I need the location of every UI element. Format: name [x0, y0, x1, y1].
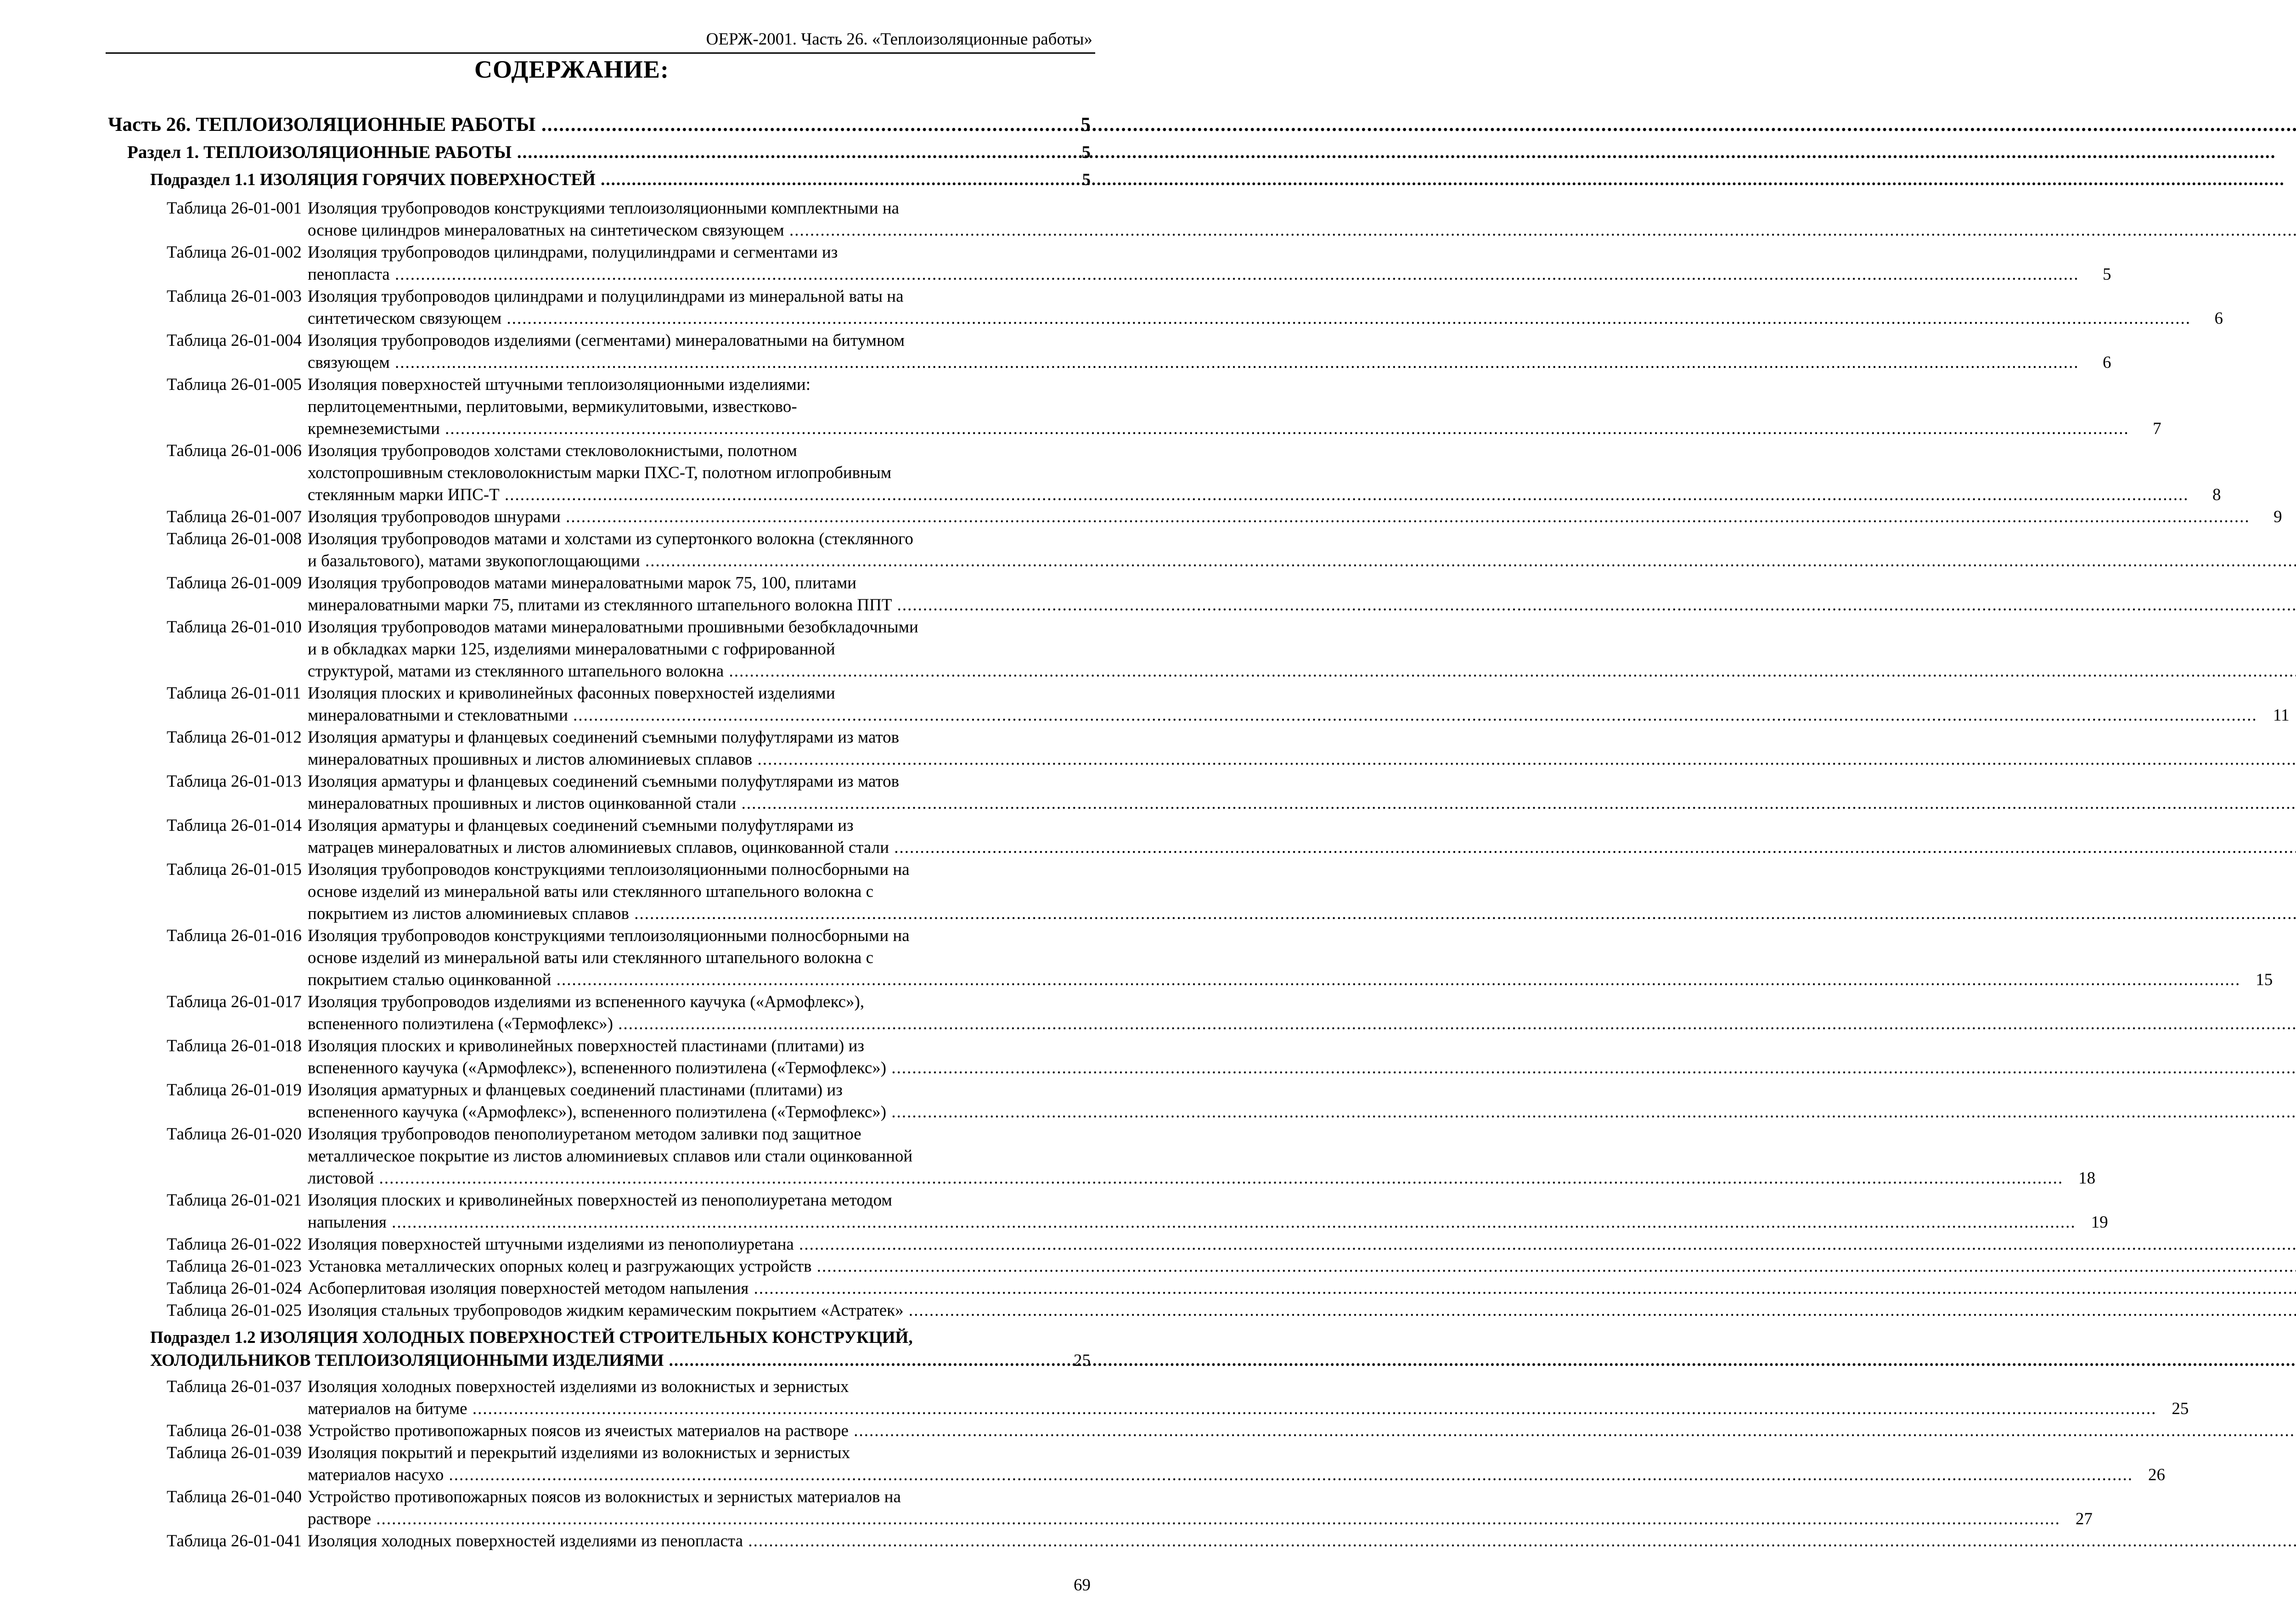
toc-table-title-line: Изоляция холодных поверхностей изделиями из волокнистых и зернистых — [308, 1377, 849, 1396]
toc-table-title-line: Изоляция арматурных и фланцевых соединений пластинами (плитами) из — [308, 1081, 843, 1099]
toc-table-title-line: и в обкладках марки 125, изделиями минераловатными с гофрированной — [308, 640, 835, 659]
toc-table-title-line: Изоляция трубопроводов конструкциями теплоизоляционными комплектными на — [308, 199, 900, 218]
toc-table-title-line: покрытием сталью оцинкованной ..... — [308, 969, 2240, 991]
toc-table-title-line: Изоляция поверхностей штучными теплоизоляционными изделиями: — [308, 375, 811, 394]
toc-table-code: Таблица 26-01-039 — [167, 1443, 302, 1462]
toc-table-code: Таблица 26-01-019 — [167, 1081, 302, 1099]
toc-table-code: Таблица 26-01-025 — [167, 1301, 302, 1320]
toc-table-title — [308, 1256, 2296, 1278]
toc-table-page: 26 — [2148, 1465, 2165, 1484]
toc-table-title-line: Изоляция трубопроводов пенополиуретаном методом заливки под защитное — [308, 1125, 861, 1144]
toc-subsection-label: ХОЛОДИЛЬНИКОВ ТЕПЛОИЗОЛЯЦИОННЫМИ ИЗДЕЛИЯМИ ..... — [150, 1349, 1058, 1372]
toc-table-title — [308, 330, 2111, 374]
toc-table-code: Таблица 26-01-016 — [167, 926, 302, 945]
toc-table-title — [308, 616, 2296, 682]
toc-subsection-label: Подраздел 1.2 ИЗОЛЯЦИЯ ХОЛОДНЫХ ПОВЕРХНОСТЕЙ СТРОИТЕЛЬНЫХ КОНСТРУКЦИЙ, — [150, 1328, 913, 1347]
toc-table-entry[interactable] — [108, 682, 2290, 727]
toc-table-code: Таблица 26-01-038 — [167, 1421, 302, 1440]
toc-table-title-line: Устройство противопожарных поясов из волокнистых и зернистых материалов на — [308, 1488, 901, 1506]
toc-tables-group-1 — [108, 197, 2290, 1322]
toc-table-entry[interactable] — [108, 1035, 1091, 1079]
toc-table-title — [308, 506, 2282, 528]
toc-table-title — [308, 991, 2296, 1035]
toc-table-page: 25 — [2172, 1399, 2189, 1418]
toc-part-label: Часть 26. ТЕПЛОИЗОЛЯЦИОННЫЕ РАБОТЫ ..... — [108, 111, 1058, 139]
page-number: 69 — [1074, 1576, 1091, 1595]
toc-table-title-line: основе изделий из минеральной ваты или стеклянного штапельного волокна с — [308, 882, 874, 901]
toc-table-page: 9 — [2273, 507, 2282, 526]
toc-table-title-line: Изоляция арматуры и фланцевых соединений съемными полуфутлярами из матов — [308, 728, 900, 747]
toc-table-entry[interactable] — [108, 506, 2282, 528]
toc-table-title-line: основе цилиндров минераловатных на синтетическом связующем ..... — [308, 220, 2296, 242]
toc-table-code: Таблица 26-01-037 — [167, 1377, 302, 1396]
toc-table-title — [308, 925, 2273, 991]
toc-table-page: 18 — [2078, 1169, 2096, 1188]
toc-table-title-line: вспененного каучука («Армофлекс»), вспененного полиэтилена («Термофлекс») ..... — [308, 1101, 2296, 1123]
toc-table-entry[interactable] — [108, 1079, 1091, 1123]
toc-table-code: Таблица 26-01-021 — [167, 1191, 302, 1210]
toc-table-title — [308, 1420, 2296, 1442]
toc-table-code: Таблица 26-01-014 — [167, 816, 302, 835]
toc-table-title-line: связующем ..... — [308, 352, 2079, 374]
toc-table-code: Таблица 26-01-040 — [167, 1488, 302, 1506]
toc-table-entry[interactable] — [108, 771, 1091, 815]
toc-table-page: 5 — [2102, 265, 2111, 284]
toc-table-title-line: Изоляция трубопроводов холстами стекловолокнистыми, полотном — [308, 441, 797, 460]
toc-table-page: 27 — [2075, 1510, 2093, 1528]
toc-table-title — [308, 859, 2296, 925]
toc-table-title-line: Изоляция плоских и криволинейных поверхностей пластинами (плитами) из — [308, 1037, 865, 1055]
toc-table-title-line: матрацев минераловатных и листов алюминиевых сплавов, оцинкованной стали ..... — [308, 837, 2296, 859]
running-header-text: ОЕРЖ-2001. Часть 26. «Теплоизоляционные работы» — [706, 30, 1092, 49]
toc-table-entry[interactable] — [108, 616, 1091, 682]
toc-table-page: 6 — [2102, 353, 2111, 372]
toc-table-code: Таблица 26-01-012 — [167, 728, 302, 747]
toc-table-title-line: материалов насухо ..... — [308, 1464, 2133, 1486]
toc-table-entry[interactable] — [108, 1300, 1091, 1322]
toc-table-entry[interactable] — [108, 572, 1091, 616]
toc-table-code: Таблица 26-01-017 — [167, 992, 302, 1011]
toc-table-entry[interactable] — [108, 991, 1091, 1035]
toc-table-title-line: напыления ..... — [308, 1212, 2076, 1234]
toc-table-code: Таблица 26-01-018 — [167, 1037, 302, 1055]
toc-table-code: Таблица 26-01-007 — [167, 507, 302, 526]
toc-table-code: Таблица 26-01-002 — [167, 243, 302, 262]
page-title: СОДЕРЖАНИЕ: — [474, 56, 669, 83]
toc-table-entry[interactable] — [108, 1234, 1091, 1256]
toc-table-title — [308, 1530, 2296, 1552]
toc-table-title-line: Изоляция трубопроводов конструкциями теплоизоляционными полносборными на — [308, 926, 910, 945]
toc-table-title — [308, 440, 2221, 506]
toc-table-entry[interactable] — [108, 1278, 1091, 1300]
toc-table-entry[interactable] — [108, 440, 2221, 506]
toc-subsection-1-1[interactable] — [108, 166, 1091, 194]
toc-table-entry[interactable] — [108, 1376, 2189, 1420]
toc-table-title — [308, 815, 2296, 859]
toc-table-code: Таблица 26-01-011 — [167, 684, 301, 703]
toc-table-title — [308, 1486, 2093, 1530]
toc-table-title-line: Изоляция трубопроводов матами и холстами из супертонкого волокна (стеклянного — [308, 530, 913, 548]
toc-table-title-line: Изоляция трубопроводов изделиями из вспененного каучука («Армофлекс»), — [308, 992, 865, 1011]
toc-table-code: Таблица 26-01-022 — [167, 1235, 302, 1254]
toc-table-title — [308, 771, 2296, 815]
running-header — [106, 28, 1095, 54]
toc-table-title-line: структурой, матами из стеклянного штапельного волокна ..... — [308, 660, 2296, 682]
toc-table-title — [308, 1442, 2165, 1486]
toc-table-code: Таблица 26-01-041 — [167, 1532, 302, 1550]
toc-table-title — [308, 1234, 2296, 1256]
toc-table-title — [308, 528, 2296, 572]
toc-table-entry[interactable] — [108, 528, 1091, 572]
toc-table-title-line: минераловатными марки 75, плитами из стеклянного штапельного волокна ППТ ..... — [308, 594, 2296, 616]
toc-table-page: 7 — [2153, 419, 2161, 438]
toc-table-code: Таблица 26-01-010 — [167, 618, 302, 637]
toc-subsection-1-2[interactable] — [108, 1326, 1091, 1372]
toc-table-entry[interactable] — [108, 925, 2273, 991]
table-of-contents — [108, 109, 2290, 1552]
toc-table-title-line: материалов на битуме ..... — [308, 1398, 2156, 1420]
toc-table-title — [308, 1035, 2296, 1079]
toc-section-page: 5 — [1081, 142, 1091, 162]
toc-table-title-line: покрытием из листов алюминиевых сплавов ..... — [308, 903, 2296, 925]
toc-table-title — [308, 1376, 2189, 1420]
toc-table-title — [308, 242, 2111, 286]
toc-table-page: 19 — [2091, 1213, 2108, 1232]
toc-table-title-line: основе изделий из минеральной ваты или стеклянного штапельного волокна с — [308, 948, 874, 967]
toc-table-title-line: минераловатных прошивных и листов алюминиевых сплавов ..... — [308, 749, 2296, 771]
toc-table-entry[interactable] — [108, 197, 1091, 242]
toc-table-entry[interactable] — [108, 1256, 1091, 1278]
toc-table-title — [308, 1079, 2296, 1123]
toc-table-title — [308, 682, 2290, 727]
toc-part[interactable] — [108, 111, 1091, 139]
toc-table-entry[interactable] — [108, 815, 1091, 859]
toc-table-title-line: Изоляция трубопроводов цилиндрами и полуцилиндрами из минеральной ваты на — [308, 287, 904, 306]
toc-subsection-label: Подраздел 1.1 ИЗОЛЯЦИЯ ГОРЯЧИХ ПОВЕРХНОСТЕЙ ..... — [150, 166, 1058, 194]
toc-section-label: Раздел 1. ТЕПЛОИЗОЛЯЦИОННЫЕ РАБОТЫ ..... — [127, 139, 1058, 166]
toc-table-title — [308, 1123, 2095, 1189]
toc-tables-group-2 — [108, 1376, 2189, 1552]
toc-table-title — [308, 1300, 2296, 1322]
toc-table-code: Таблица 26-01-009 — [167, 574, 302, 592]
toc-table-title-line: стеклянным марки ИПС-Т ..... — [308, 484, 2189, 506]
toc-table-title-line: листовой ..... — [308, 1167, 2063, 1189]
toc-subsection-page: 5 — [1082, 170, 1091, 189]
toc-table-code: Таблица 26-01-020 — [167, 1125, 302, 1144]
toc-table-title-line: Установка металлических опорных колец и разгружающих устройств ..... — [308, 1256, 2296, 1278]
toc-table-code: Таблица 26-01-003 — [167, 287, 302, 306]
toc-table-entry[interactable] — [108, 242, 2111, 286]
toc-table-code: Таблица 26-01-015 — [167, 860, 302, 879]
toc-table-title-line: Изоляция покрытий и перекрытий изделиями из волокнистых и зернистых — [308, 1443, 850, 1462]
toc-table-title-line: Изоляция стальных трубопроводов жидким керамическим покрытием «Астратек» ..... — [308, 1300, 2296, 1322]
toc-table-title-line: Изоляция арматуры и фланцевых соединений съемными полуфутлярами из матов — [308, 772, 900, 791]
toc-section[interactable] — [108, 139, 1091, 166]
toc-table-title-line: кремнеземистыми ..... — [308, 418, 2129, 440]
toc-table-entry[interactable] — [108, 1442, 2165, 1486]
toc-table-title — [308, 572, 2296, 616]
toc-table-title-line: минераловатными и стекловатными ..... — [308, 705, 2257, 727]
toc-table-title-line: минераловатных прошивных и листов оцинкованной стали ..... — [308, 793, 2296, 815]
toc-table-code: Таблица 26-01-006 — [167, 441, 302, 460]
toc-table-title-line: синтетическом связующем ..... — [308, 308, 2191, 330]
toc-table-entry[interactable] — [108, 727, 1091, 771]
toc-table-page: 15 — [2256, 970, 2273, 989]
toc-table-title-line: холстопрошивным стекловолокнистым марки ПХС-Т, полотном иглопробивным — [308, 463, 892, 482]
toc-table-title-line: Изоляция плоских и криволинейных фасонных поверхностей изделиями — [308, 684, 835, 703]
toc-table-code: Таблица 26-01-013 — [167, 772, 302, 791]
toc-table-entry[interactable] — [108, 330, 2111, 374]
toc-table-title-line: Изоляция трубопроводов матами минераловатными марок 75, 100, плитами — [308, 574, 857, 592]
toc-subsection-page: 25 — [1074, 1351, 1091, 1370]
toc-part-page: 5 — [1080, 114, 1091, 135]
toc-table-page: 8 — [2212, 485, 2221, 504]
toc-table-page: 11 — [2273, 706, 2290, 725]
toc-table-title-line: Устройство противопожарных поясов из ячеистых материалов на растворе ..... — [308, 1420, 2296, 1442]
toc-table-title-line: Изоляция трубопроводов цилиндрами, полуцилиндрами и сегментами из — [308, 243, 838, 262]
toc-table-entry[interactable] — [108, 374, 2161, 440]
toc-table-title-line: Изоляция плоских и криволинейных поверхностей из пенополиуретана методом — [308, 1191, 892, 1210]
toc-table-title-line: Изоляция трубопроводов матами минераловатными прошивными безобкладочными — [308, 618, 918, 637]
toc-table-title — [308, 286, 2223, 330]
toc-table-code: Таблица 26-01-005 — [167, 375, 302, 394]
toc-table-code: Таблица 26-01-008 — [167, 530, 302, 548]
toc-table-title — [308, 1278, 2296, 1300]
toc-table-title-line: вспененного полиэтилена («Термофлекс») ..... — [308, 1013, 2296, 1035]
toc-table-title-line: Изоляция трубопроводов конструкциями теплоизоляционными полносборными на — [308, 860, 910, 879]
toc-table-title-line: Изоляция трубопроводов изделиями (сегментами) минераловатными на битумном — [308, 331, 905, 350]
toc-table-title-line: растворе ..... — [308, 1508, 2060, 1530]
toc-table-title — [308, 727, 2296, 771]
toc-table-code: Таблица 26-01-001 — [167, 199, 302, 218]
toc-table-title-line: пенопласта ..... — [308, 264, 2079, 286]
toc-table-title-line: Асбоперлитовая изоляция поверхностей методом напыления ..... — [308, 1278, 2296, 1300]
toc-table-code: Таблица 26-01-004 — [167, 331, 302, 350]
toc-table-title-line: Изоляция арматуры и фланцевых соединений съемными полуфутлярами из — [308, 816, 854, 835]
toc-table-title-line: Изоляция поверхностей штучными изделиями из пенополиуретана ..... — [308, 1234, 2296, 1256]
toc-table-title-line: перлитоцементными, перлитовыми, вермикулитовыми, известково- — [308, 397, 797, 416]
toc-table-title-line: металлическое покрытие из листов алюминиевых сплавов или стали оцинкованной — [308, 1147, 913, 1166]
toc-table-entry[interactable] — [108, 1123, 2096, 1189]
toc-table-entry[interactable] — [108, 1486, 2093, 1530]
toc-table-title — [308, 197, 2296, 242]
toc-table-title-line: вспененного каучука («Армофлекс»), вспененного полиэтилена («Термофлекс») ..... — [308, 1057, 2296, 1079]
toc-table-entry[interactable] — [108, 1420, 1091, 1442]
toc-table-code: Таблица 26-01-023 — [167, 1257, 302, 1276]
toc-table-page: 6 — [2214, 309, 2223, 328]
toc-table-title — [308, 1189, 2108, 1234]
toc-table-title — [308, 374, 2161, 440]
toc-table-entry[interactable] — [108, 286, 2223, 330]
toc-table-entry[interactable] — [108, 859, 1091, 925]
toc-table-title-line: Изоляция холодных поверхностей изделиями из пенопласта ..... — [308, 1530, 2296, 1552]
toc-table-entry[interactable] — [108, 1530, 1091, 1552]
toc-table-title-line: и базальтового), матами звукопоглощающими ..... — [308, 550, 2296, 572]
toc-table-code: Таблица 26-01-024 — [167, 1279, 302, 1298]
toc-table-title-line: Изоляция трубопроводов шнурами ..... — [308, 506, 2250, 528]
toc-table-entry[interactable] — [108, 1189, 2108, 1234]
